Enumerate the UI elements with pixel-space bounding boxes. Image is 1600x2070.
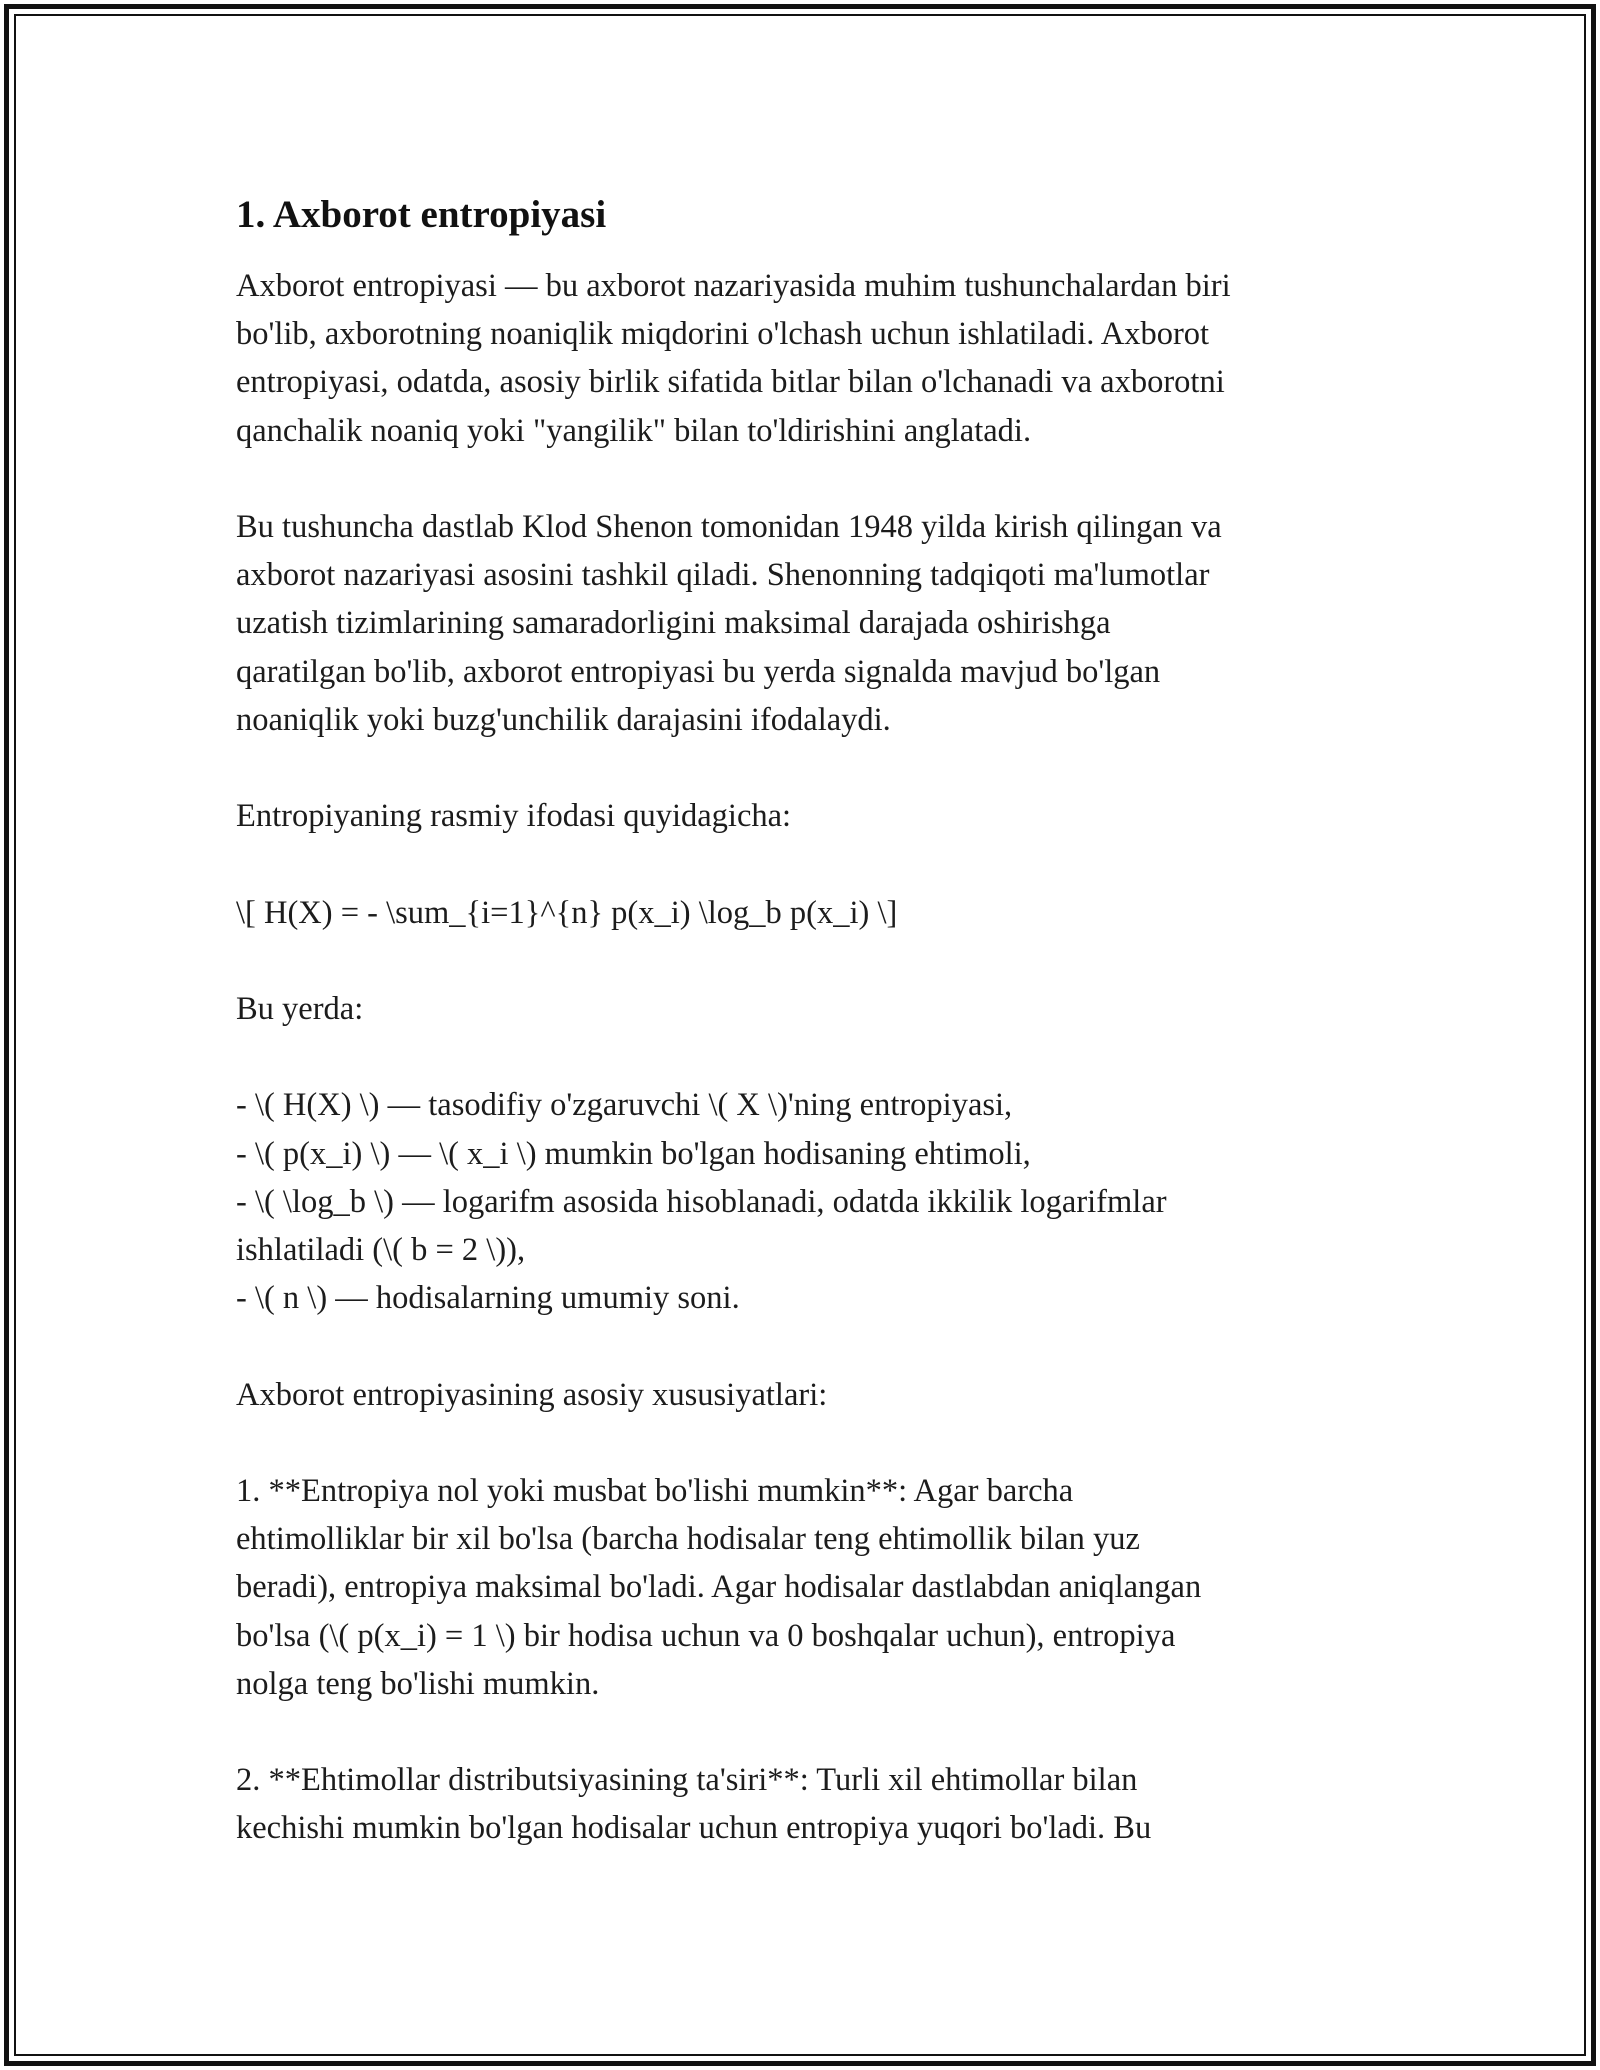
property-item-1 — [236, 1467, 1386, 1708]
list-item: ishlatiladi (\( b = 2 \)), — [236, 1231, 526, 1268]
document-body — [236, 186, 1386, 1853]
text-line: bo'lib, axborotning noaniqlik miqdorini o'lchash uchun ishlatiladi. Axborot — [236, 316, 1210, 353]
paragraph-gap — [236, 1708, 1386, 1756]
text-line: bo'lsa (\( p(x_i) = 1 \) bir hodisa uchun va 0 boshqalar uchun), entropiya — [236, 1617, 1176, 1654]
list-item: - \( H(X) \) — tasodifiy o'zgaruvchi \( X \)'ning entropiyasi, — [236, 1087, 1013, 1124]
text-line: qanchalik noaniq yoki "yangilik" bilan to'ldirishini anglatadi. — [236, 412, 1032, 449]
list-item: - \( n \) — hodisalarning umumiy soni. — [236, 1280, 740, 1317]
list-item: - \( p(x_i) \) — \( x_i \) mumkin bo'lgan hodisaning ehtimoli, — [236, 1135, 1031, 1172]
text-line: Axborot entropiyasi — bu axborot nazariyasida muhim tushunchalardan biri — [236, 268, 1231, 304]
paragraph-gap — [236, 840, 1386, 888]
text-line: kechishi mumkin bo'lgan hodisalar uchun entropiya yuqori bo'ladi. Bu — [236, 1810, 1152, 1847]
section-heading: 1. Axborot entropiyasi — [236, 193, 607, 236]
text-line: noaniqlik yoki buzg'unchilik darajasini ifodalaydi. — [236, 701, 891, 738]
entropy-formula: \[ H(X) = - \sum_{i=1}^{n} p(x_i) \log_b p(x_i) \] — [236, 894, 898, 931]
paragraph-gap — [236, 744, 1386, 792]
text-line: qaratilgan bo'lib, axborot entropiyasi bu yerda signalda mavjud bo'lgan — [236, 653, 1161, 690]
paragraph-gap — [236, 1419, 1386, 1467]
paragraph-formula-intro: Entropiyaning rasmiy ifodasi quyidagicha: — [236, 798, 792, 835]
text-line: uzatish tizimlarining samaradorligini maksimal darajada oshirishga — [236, 605, 1111, 642]
text-line: axborot nazariyasi asosini tashkil qiladi. Shenonning tadqiqoti ma'lumotlar — [236, 557, 1210, 594]
text-line: Bu tushuncha dastlab Klod Shenon tomonidan 1948 yilda kirish qilingan va — [236, 509, 1222, 545]
paragraph-properties-intro: Axborot entropiyasining asosiy xususiyatlari: — [236, 1376, 828, 1413]
text-line: 2. **Ehtimollar distributsiyasining ta'siri**: Turli xil ehtimollar bilan — [236, 1762, 1138, 1799]
paragraph-history — [236, 503, 1386, 744]
property-item-2 — [236, 1756, 1386, 1852]
paragraph-gap — [236, 1033, 1386, 1081]
definition-list — [236, 1081, 1386, 1322]
text-line: ehtimolliklar bir xil bo'lsa (barcha hodisalar teng ehtimollik bilan yuz — [236, 1521, 1140, 1558]
paragraph-intro — [236, 262, 1386, 455]
paragraph-gap — [236, 1322, 1386, 1370]
text-line: nolga teng bo'lishi mumkin. — [236, 1665, 600, 1702]
text-line: 1. **Entropiya nol yoki musbat bo'lishi mumkin**: Agar barcha — [236, 1472, 1074, 1509]
list-item: - \( \log_b \) — logarifm asosida hisoblanadi, odatda ikkilik logarifmlar — [236, 1183, 1167, 1220]
paragraph-gap — [236, 455, 1386, 503]
paragraph-gap — [236, 937, 1386, 985]
paragraph-where: Bu yerda: — [236, 990, 364, 1027]
text-line: entropiyasi, odatda, asosiy birlik sifatida bitlar bilan o'lchanadi va axborotni — [236, 364, 1225, 401]
text-line: beradi), entropiya maksimal bo'ladi. Agar hodisalar dastlabdan aniqlangan — [236, 1569, 1202, 1606]
